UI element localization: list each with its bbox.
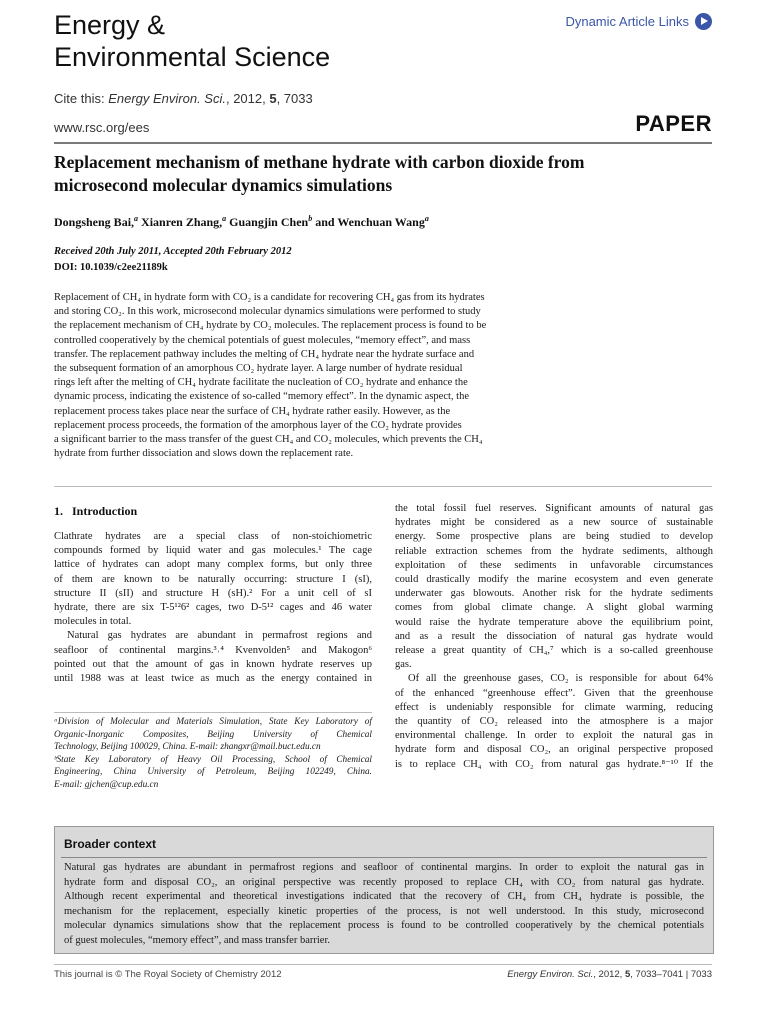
article-title-line-2: microsecond molecular dynamics simulations [54,175,393,195]
introduction-left-column [54,530,372,686]
footer-volume: 5 [624,969,631,980]
footer-citation [507,969,712,980]
footnote-line: ᵇState Key Laboratory of Heavy Oil Processing, School of Chemical [54,754,372,765]
abstract-line: transfer. The replacement pathway includes the melting of CH₄ hydrate near the hydrate surface and [54,348,475,360]
body-line: and as a result the dissociation of natural gas hydrate would [395,630,713,642]
page-number: 7033 [690,969,712,980]
body-line: exploitation of these sediments in unfavorable circumstances [395,559,713,571]
abstract-line: rings left after the melting of CH₄ hydrate facilitate the nucleation of CO₂ hydrate and enhance the [54,377,468,389]
body-line: the total fossil fuel reserves. Significant amounts of natural gas [395,503,713,514]
paper-type-label: PAPER [635,111,712,136]
footnote-divider [54,712,372,713]
cite-line [54,91,313,106]
author-name: Xianren Zhang, [138,215,223,229]
body-line: structure II (sII) and structure H (sH).² For a unit cell of sI [54,587,372,599]
body-line: compounds formed by liquid water and gas molecules.¹ The cage [54,545,372,557]
abstract-line: hydrate from further dissociation and slows down the replacement rate. [54,448,354,460]
abstract-line: controlled cooperatively by the chemical potentials of guest molecules, “memory effect”, and mass [54,334,471,346]
body-line: lattice of hydrates can adopt many complex forms, but only three [54,559,372,571]
body-line: molecules in total. [54,616,132,628]
body-line: underwater gas blowouts. Another risk for the hydrate sediments [395,588,713,600]
affiliation-footnotes [54,716,372,792]
journal-title-line-1: Energy & [54,10,166,40]
cite-journal: Energy Environ. Sci. [108,91,226,106]
body-line: effect is undeniably responsible for climate warming, reducing [395,701,713,713]
abstract-line: Replacement of CH₄ in hydrate form with CO₂ is a candidate for recovering CH₄ gas from its hydrates [54,292,485,303]
dynamic-article-links[interactable] [565,13,712,30]
author-affiliation: b [308,214,313,223]
body-line: Natural gas hydrates are abundant in permafrost regions and [67,630,372,642]
author-name: and Wenchuan Wang [312,215,425,229]
context-line: hydrate form and disposal CO₂, an original perspective was recently proposed to replace CH₄ with CO₂ from natural gas hydrate. [64,876,704,888]
journal-url-link[interactable]: www.rsc.org/ees [54,120,150,135]
body-line: pointed out that the amount of gas in known hydrate reserves up [54,658,372,670]
journal-title-line-2: Environmental Science [54,42,331,72]
footer-pages: , 7033–7041 [630,969,684,980]
footnote-line: Organic-Inorganic Composites, Beijing University of Chemical [54,729,372,740]
introduction-right-column [395,502,713,772]
footer-divider [54,964,712,965]
received-dates: Received 20th July 2011, Accepted 20th February 2012 [54,246,292,257]
play-arrow-icon[interactable] [695,13,712,30]
author-affiliation: a [134,214,139,223]
body-line: until 1988 was at least twice as much as the energy contained in [54,673,372,685]
footer-separator: | [683,969,691,980]
journal-title [54,9,330,73]
cite-year: , 2012, [225,91,270,106]
body-line: environmental challenge. In order to exploit the natural gas in [395,730,713,742]
dynamic-links-label: Dynamic Article Links [565,14,689,29]
context-line: mechanism for the replacement, especially kinetic properties of the process, is not well understood. In this study, microsecond [64,905,704,917]
body-line: reliable extraction schemes from the hydrate sediments, although [395,545,713,557]
abstract [54,291,718,461]
abstract-line: dynamic process, indicating the existence of so-called “memory effect”. In the dynamic aspect, the [54,391,469,403]
cite-volume: 5 [269,91,277,106]
broader-context-divider [61,857,707,858]
footnote-line: E-mail: gjchen@cup.edu.cn [54,779,159,790]
footer-year: , 2012, [593,969,625,980]
abstract-line: the subsequent formation of an amorphous CO₂ hydrate layer. A large number of hydrate residual [54,363,463,375]
body-line: would raise the hydrate temperature above the equilibrium point, [395,616,713,628]
cite-prefix: Cite this: [54,91,109,106]
body-line: release a great quantity of CH₄,⁷ which is a so-called greenhouse [395,645,713,657]
footnote-line: Technology, Beijing 100029, China. E-mail: zhangxr@mail.buct.edu.cn [54,742,321,753]
author-affiliation: a [222,214,227,223]
footer-copyright: This journal is © The Royal Society of Chemistry 2012 [54,969,282,980]
cite-page: , 7033 [276,91,313,106]
footnote-line: Engineering, China University of Petroleum, Beijing 102249, China. [54,767,372,778]
body-line: comes from global climate change. A slight global warming [395,602,713,614]
body-line: could drastically modify the marine ecosystem and even generate [395,574,713,586]
author-affiliation: a [424,214,429,223]
doi[interactable]: DOI: 10.1039/c2ee21189k [54,262,168,273]
abstract-divider [54,486,712,487]
context-line: Although recent experimental and theoretical investigations indicated that the recovery of CH₄ from CH₄ hydrate is possible, the [64,891,704,903]
body-line: Clathrate hydrates are a special class of non-stoichiometric [54,531,372,542]
body-line: gas. [395,659,412,671]
context-line: of guest molecules, “memory effect”, and mass transfer barrier. [64,934,330,946]
body-line: hydrate form and disposal CO₂, an original perspective proposed [395,744,713,756]
body-line: of them are known to be naturally occurring: structure I (sI), [54,573,372,585]
context-line: molecular dynamics simulations show that the replacement process is found to be controlled cooperatively by the chemical potentials [64,920,704,932]
footnote-line: ᵃDivision of Molecular and Materials Simulation, State Key Laboratory of [54,717,372,727]
broader-context-heading: Broader context [64,837,157,851]
abstract-line: replacement process proceeds, the formation of the amorphous layer of the CO₂ hydrate provides [54,419,462,431]
context-line: Natural gas hydrates are abundant in permafrost regions and seafloor of continental margins. In order to exploit the natural gas in [64,862,704,873]
body-line: the quantity of CO₂ released into the atmosphere is a major [395,716,713,728]
body-line: hydrate, there are six T-5¹²6² cages, two D-5¹² cages and 46 water [54,602,372,614]
abstract-line: and storing CO₂. In this work, microsecond molecular dynamics simulations were performed to study [54,306,481,318]
footer-journal: Energy Environ. Sci. [507,969,594,980]
body-line: of the enhanced “greenhouse effect”. Given that the greenhouse [395,687,713,699]
body-line: is to replace CH₄ with CO₂ from natural gas hydrate.⁸⁻¹⁰ If the [395,758,713,770]
body-line: energy. Some prospective plans are being studied to develop [395,531,713,543]
author-name: Guangjin Chen [226,215,309,229]
broader-context-box [54,826,714,954]
abstract-line: replacement process takes place near the surface of CH₄ hydrate rather easily. However, as the [54,405,451,417]
article-title-line-1: Replacement mechanism of methane hydrate with carbon dioxide from [54,152,585,172]
author-list [54,215,429,230]
body-line: Of all the greenhouse gases, CO₂ is responsible for about 64% [408,673,713,685]
abstract-line: the replacement mechanism of CH₄ hydrate by CO₂ molecules. The replacement process is found to be [54,320,487,332]
section-heading-introduction: 1. Introduction [54,504,138,518]
header-divider [54,142,712,144]
author-name: Dongsheng Bai, [54,215,135,229]
abstract-line: a significant barrier to the mass transfer of the guest CH₄ and CO₂ molecules, which prevents the CH₄ [54,434,483,446]
body-line: seafloor of continental margins.³˒⁴ Kvenvolden⁵ and Makogon⁶ [54,644,372,656]
broader-context-body [64,861,704,949]
body-line: hydrates might be considered as a new source of sustainable [395,517,713,529]
article-title [54,151,714,197]
